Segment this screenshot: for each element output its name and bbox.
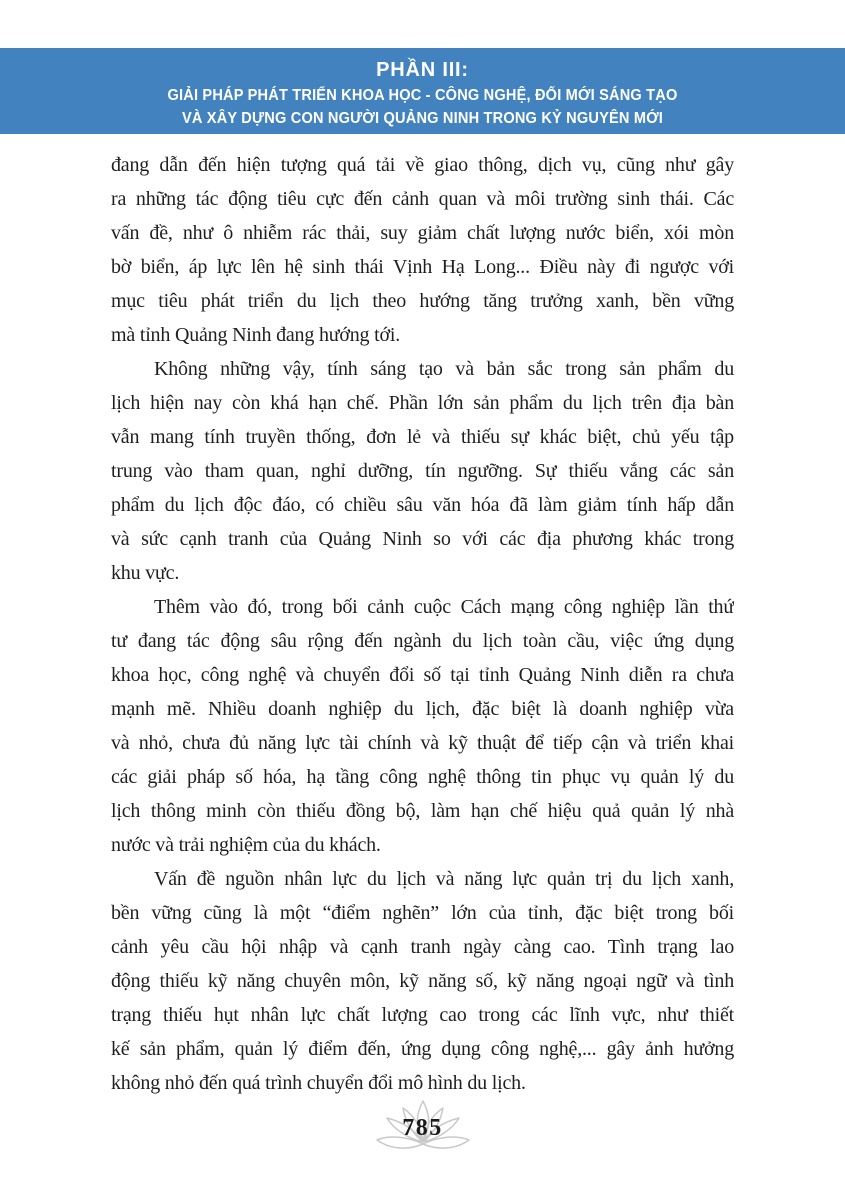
page-number: 785 — [402, 1115, 443, 1141]
text-line: nước và trải nghiệm của du khách. — [111, 834, 381, 856]
text-line: ra những tác động tiêu cực đến cảnh quan và môi trường sinh thái. Các — [111, 188, 734, 210]
text-line: và nhỏ, chưa đủ năng lực tài chính và kỹ thuật để tiếp cận và triển khai — [111, 732, 734, 754]
text-line: động thiếu kỹ năng chuyên môn, kỹ năng số, kỹ năng ngoại ngữ và tình — [111, 970, 734, 992]
part-header-banner — [0, 48, 845, 134]
text-line: bền vững cũng là một “điểm nghẽn” lớn của tỉnh, đặc biệt trong bối — [111, 902, 734, 924]
text-line: Vấn đề nguồn nhân lực du lịch và năng lực quản trị du lịch xanh, — [154, 868, 734, 890]
text-line: không nhỏ đến quá trình chuyển đổi mô hình du lịch. — [111, 1072, 526, 1094]
part-title: PHẦN III: — [376, 59, 469, 81]
text-line: kế sản phẩm, quản lý điểm đến, ứng dụng công nghệ,... gây ảnh hưởng — [111, 1038, 734, 1060]
text-line: Không những vậy, tính sáng tạo và bản sắc trong sản phẩm du — [154, 358, 734, 380]
text-line: trạng thiếu hụt nhân lực chất lượng cao trong các lĩnh vực, như thiết — [111, 1004, 734, 1026]
text-line: cảnh yêu cầu hội nhập và cạnh tranh ngày càng cao. Tình trạng lao — [111, 936, 734, 958]
text-line: khoa học, công nghệ và chuyển đổi số tại tỉnh Quảng Ninh diễn ra chưa — [111, 664, 734, 686]
text-line: tư đang tác động sâu rộng đến ngành du lịch toàn cầu, việc ứng dụng — [111, 630, 734, 652]
text-line: vẫn mang tính truyền thống, đơn lẻ và thiếu sự khác biệt, chủ yếu tập — [111, 426, 734, 448]
text-line: và sức cạnh tranh của Quảng Ninh so với các địa phương khác trong — [111, 528, 734, 550]
text-line: đang dẫn đến hiện tượng quá tải về giao thông, dịch vụ, cũng như gây — [111, 154, 734, 176]
page-body-text — [111, 148, 734, 1100]
part-subtitle-line-1: GIẢI PHÁP PHÁT TRIỂN KHOA HỌC - CÔNG NGHỆ, ĐỔI MỚI SÁNG TẠO — [167, 87, 678, 104]
text-line: vấn đề, như ô nhiễm rác thải, suy giảm chất lượng nước biển, xói mòn — [111, 222, 734, 244]
text-line: mạnh mẽ. Nhiều doanh nghiệp du lịch, đặc biệt là doanh nghiệp vừa — [111, 698, 734, 720]
text-line: trung vào tham quan, nghỉ dưỡng, tín ngưỡng. Sự thiếu vắng các sản — [111, 460, 734, 482]
text-line: phẩm du lịch độc đáo, có chiều sâu văn hóa đã làm giảm tính hấp dẫn — [111, 494, 734, 516]
page-footer — [0, 1098, 845, 1160]
footer-ornament — [363, 1098, 483, 1160]
text-line: các giải pháp số hóa, hạ tầng công nghệ thông tin phục vụ quản lý du — [111, 766, 734, 788]
text-line: mà tỉnh Quảng Ninh đang hướng tới. — [111, 324, 401, 346]
text-line: bờ biển, áp lực lên hệ sinh thái Vịnh Hạ Long... Điều này đi ngược với — [111, 256, 734, 278]
text-line: Thêm vào đó, trong bối cảnh cuộc Cách mạng công nghiệp lần thứ — [154, 596, 734, 618]
part-subtitle-line-2: VÀ XÂY DỰNG CON NGƯỜI QUẢNG NINH TRONG KỶ NGUYÊN MỚI — [181, 110, 664, 127]
text-line: lịch thông minh còn thiếu đồng bộ, làm hạn chế hiệu quả quản lý nhà — [111, 800, 734, 822]
text-line: mục tiêu phát triển du lịch theo hướng tăng trưởng xanh, bền vững — [111, 290, 734, 312]
text-line: khu vực. — [111, 562, 180, 584]
text-line: lịch hiện nay còn khá hạn chế. Phần lớn sản phẩm du lịch trên địa bàn — [111, 392, 734, 414]
